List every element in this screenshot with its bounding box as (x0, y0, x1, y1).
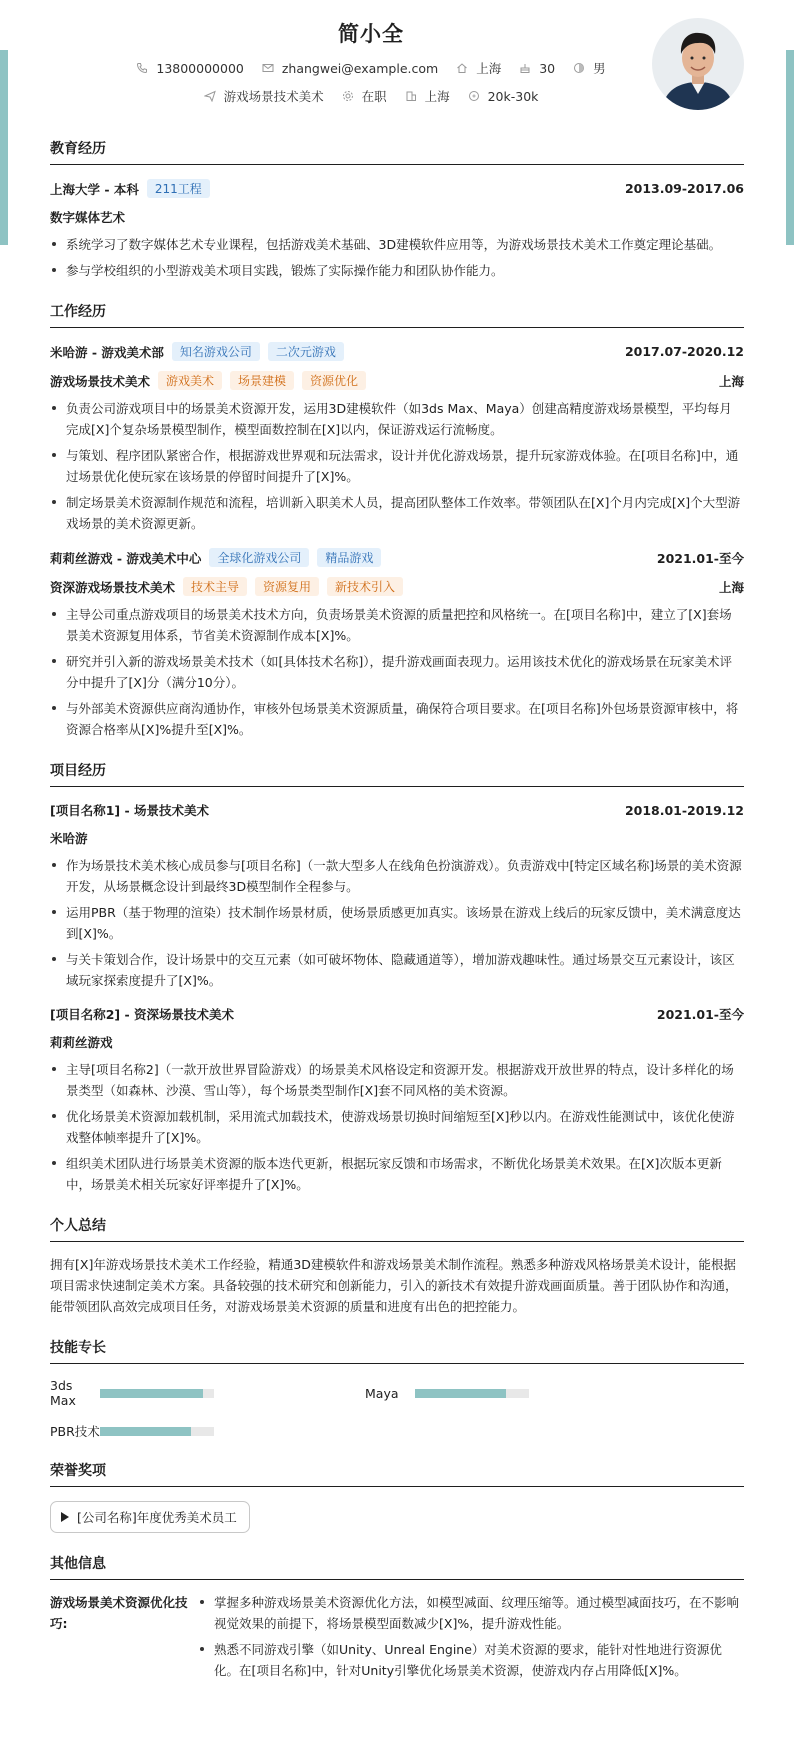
major-name: 数字媒体艺术 (50, 210, 126, 225)
list-item: 负责公司游戏项目中的场景美术资源开发，运用3D建模软件（如3ds Max、Maya）创建高精度游戏场景模型，平均每月完成[X]个复杂场景模型制作，模型面数控制在[X]以内，保证游戏运行流畅度。 (50, 398, 744, 440)
company-tag: 二次元游戏 (268, 342, 344, 361)
section-title-work: 工作经历 (50, 301, 744, 328)
status-text: 在职 (361, 89, 387, 104)
skill-name: Maya (365, 1385, 399, 1401)
target-role-text: 游戏场景技术美术 (223, 89, 324, 104)
status-item (342, 87, 387, 105)
skill-bar (100, 1389, 214, 1398)
role-tag: 场景建模 (230, 371, 294, 390)
job-location: 上海 (718, 373, 744, 389)
section-title-education: 教育经历 (50, 138, 744, 165)
section-title-honors: 荣誉奖项 (50, 1460, 744, 1487)
education-bullets (50, 234, 744, 281)
cake-icon (519, 62, 531, 74)
skill-name: 3ds Max (50, 1378, 76, 1408)
job-bullets (50, 398, 744, 534)
project-name: [项目名称2] - 资深场景技术美术 (50, 1007, 235, 1022)
list-item: 与关卡策划合作，设计场景中的交互元素（如可破坏物体、隐藏通道等），增加游戏趣味性。通过场景交互元素设计，该区域玩家探索度提升了[X]%。 (50, 949, 744, 991)
job-dates: 2017.07-2020.12 (624, 344, 744, 359)
send-icon (204, 90, 216, 102)
right-accent-bar (786, 50, 794, 245)
resume-page (50, 0, 744, 1686)
gear-icon (342, 90, 354, 102)
job-role: 游戏场景技术美术 (50, 373, 151, 389)
skills-grid (50, 1378, 744, 1440)
major-row (50, 208, 744, 226)
candidate-name: 简小全 (338, 22, 404, 46)
project-org: 米哈游 (50, 831, 88, 846)
job-intent-row (50, 87, 692, 105)
other-info-label: 游戏场景美术资源优化技巧: (50, 1595, 188, 1631)
phone-item (136, 61, 243, 76)
skill-item (50, 1378, 365, 1408)
job-entry-head (50, 548, 744, 567)
section-title-summary: 个人总结 (50, 1215, 744, 1242)
list-item: 研究并引入新的游戏场景美术技术（如[具体技术名称]），提升游戏画面表现力。运用该技术优化的游戏场景在玩家美术评分中提升了[X]分（满分10分）。 (50, 651, 744, 693)
left-accent-bar (0, 50, 8, 245)
salary-item (468, 89, 539, 104)
role-tag: 技术主导 (183, 577, 247, 596)
list-item: 熟悉不同游戏引擎（如Unity、Unreal Engine）对美术资源的要求，能针对性地进行资源优化。在[项目名称]中，针对Unity引擎优化场景美术资源，使游戏内存占用降低[X]%。 (198, 1639, 744, 1681)
project-dates: 2018.01-2019.12 (624, 802, 744, 818)
job-role-row (50, 577, 744, 596)
honor-text: [公司名称]年度优秀美术员工 (77, 1510, 237, 1525)
list-item: 优化场景美术资源加载机制，采用流式加载技术，使游戏场景切换时间缩短至[X]秒以内。在游戏性能测试中，该优化使游戏整体帧率提升了[X]%。 (50, 1106, 744, 1148)
project-org-row (50, 829, 744, 847)
list-item: 主导公司重点游戏项目的场景美术技术方向，负责场景美术资源的质量把控和风格统一。在[项目名称]中，建立了[X]套场景美术资源复用体系，节省美术资源制作成本[X]%。 (50, 604, 744, 646)
project-entry-head (50, 1005, 744, 1023)
job-role-row (50, 371, 744, 390)
job-entry-head (50, 342, 744, 361)
list-item: 运用PBR（基于物理的渲染）技术制作场景材质，使场景质感更加真实。该场景在游戏上线后的玩家反馈中，美术满意度达到[X]%。 (50, 902, 744, 944)
gender-text: 男 (593, 61, 606, 76)
company-tag: 全球化游戏公司 (209, 548, 309, 567)
company-name: 米哈游 - 游戏美术部 (50, 344, 164, 360)
other-info-row (50, 1592, 744, 1686)
email-text: zhangwei@example.com (281, 60, 439, 76)
school-tag: 211工程 (147, 179, 210, 198)
target-city-text: 上海 (424, 89, 450, 104)
resume-header (50, 0, 744, 118)
avatar-portrait-icon (652, 18, 744, 110)
list-item: 参与学校组织的小型游戏美术项目实践，锻炼了实际操作能力和团队协作能力。 (50, 260, 744, 281)
gender-icon (573, 62, 585, 74)
target-role-item (204, 87, 324, 105)
section-title-skills: 技能专长 (50, 1337, 744, 1364)
skill-bar (100, 1427, 214, 1436)
skill-item (50, 1422, 365, 1440)
target-city-item (405, 87, 450, 105)
section-title-projects: 项目经历 (50, 760, 744, 787)
list-item: 制定场景美术资源制作规范和流程，培训新入职美术人员，提高团队整体工作效率。带领团队在[X]个月内完成[X]个大型游戏场景的美术资源更新。 (50, 492, 744, 534)
gender-item (573, 59, 606, 77)
list-item: 与外部美术资源供应商沟通协作，审核外包场景美术资源质量，确保符合项目要求。在[项目名称]外包场景资源审核中，将资源合格率从[X]%提升至[X]%。 (50, 698, 744, 740)
coin-icon (468, 90, 480, 102)
company-name: 莉莉丝游戏 - 游戏美术中心 (50, 550, 202, 566)
list-item: 与策划、程序团队紧密合作，根据游戏世界观和玩法需求，设计并优化游戏场景，提升玩家游戏体验。在[项目名称]中，通过场景优化使玩家在该场景的停留时间提升了[X]%。 (50, 445, 744, 487)
job-dates: 2021.01-至今 (656, 550, 744, 566)
skill-bar-fill (100, 1427, 191, 1436)
project-org: 莉莉丝游戏 (50, 1035, 113, 1050)
job-bullets (50, 604, 744, 740)
salary-text: 20k-30k (487, 88, 539, 104)
mail-icon (262, 62, 274, 74)
phone-text: 13800000000 (156, 60, 244, 76)
list-item: 作为场景技术美术核心成员参与[项目名称]（一款大型多人在线角色扮演游戏）。负责游戏中[特定区域名称]场景的美术资源开发，从场景概念设计到最终3D模型制作全程参与。 (50, 855, 744, 897)
project-entry-head (50, 801, 744, 819)
school-name: 上海大学 - 本科 (50, 181, 139, 197)
list-item: 组织美术团队进行场景美术资源的版本迭代更新，根据玩家反馈和市场需求，不断优化场景美术效果。在[X]次版本更新中，场景美术相关玩家好评率提升了[X]%。 (50, 1153, 744, 1195)
honor-item[interactable] (50, 1501, 250, 1533)
skill-bar (415, 1389, 529, 1398)
role-tag: 新技术引入 (327, 577, 403, 596)
age-text: 30 (539, 60, 556, 76)
role-tag: 资源优化 (302, 371, 366, 390)
skill-name: PBR技术 (50, 1424, 100, 1439)
skill-bar-fill (415, 1389, 506, 1398)
project-bullets (50, 855, 744, 991)
skill-bar-fill (100, 1389, 203, 1398)
city-item (456, 59, 501, 77)
role-tag: 游戏美术 (158, 371, 222, 390)
skill-item (365, 1378, 680, 1408)
expand-triangle-icon[interactable] (61, 1512, 69, 1522)
job-role: 资深游戏场景技术美术 (50, 579, 176, 595)
phone-icon (136, 62, 148, 74)
city-text: 上海 (476, 61, 502, 76)
other-info-bullets (198, 1592, 744, 1686)
summary-text: 拥有[X]年游戏场景技术美术工作经验，精通3D建模软件和游戏场景美术制作流程。熟悉多种游戏风格场景美术设计，能根据项目需求快速制定美术方案。具备较强的技术研究和创新能力，引入的新技术有效提升游戏画面质量。善于团队协作和沟通，能带领团队高效完成项目任务，对游戏场景美术资源的质量和进度有出色的把控能力。 (50, 1257, 738, 1314)
home-icon (456, 62, 468, 74)
project-bullets (50, 1059, 744, 1195)
age-item (519, 61, 555, 76)
company-tag: 精品游戏 (317, 548, 381, 567)
project-dates: 2021.01-至今 (656, 1007, 744, 1022)
email-item (262, 61, 438, 76)
role-tag: 资源复用 (255, 577, 319, 596)
contact-row (50, 59, 692, 77)
education-dates: 2013.09-2017.06 (624, 181, 744, 196)
building-icon (405, 90, 417, 102)
project-name: [项目名称1] - 场景技术美术 (50, 803, 210, 818)
list-item: 掌握多种游戏场景美术资源优化方法，如模型减面、纹理压缩等。通过模型减面技巧，在不影响视觉效果的前提下，将场景模型面数减少[X]%，提升游戏性能。 (198, 1592, 744, 1634)
education-entry-head (50, 179, 744, 198)
company-tag: 知名游戏公司 (172, 342, 260, 361)
job-location: 上海 (718, 579, 744, 595)
list-item: 系统学习了数字媒体艺术专业课程，包括游戏美术基础、3D建模软件应用等，为游戏场景技术美术工作奠定理论基础。 (50, 234, 744, 255)
list-item: 主导[项目名称2]（一款开放世界冒险游戏）的场景美术风格设定和资源开发。根据游戏开放世界的特点，设计多样化的场景类型（如森林、沙漠、雪山等），每个场景类型制作[X]套不同风格的美术资源。 (50, 1059, 744, 1101)
project-org-row (50, 1033, 744, 1051)
section-title-other: 其他信息 (50, 1553, 744, 1580)
avatar (652, 18, 744, 110)
